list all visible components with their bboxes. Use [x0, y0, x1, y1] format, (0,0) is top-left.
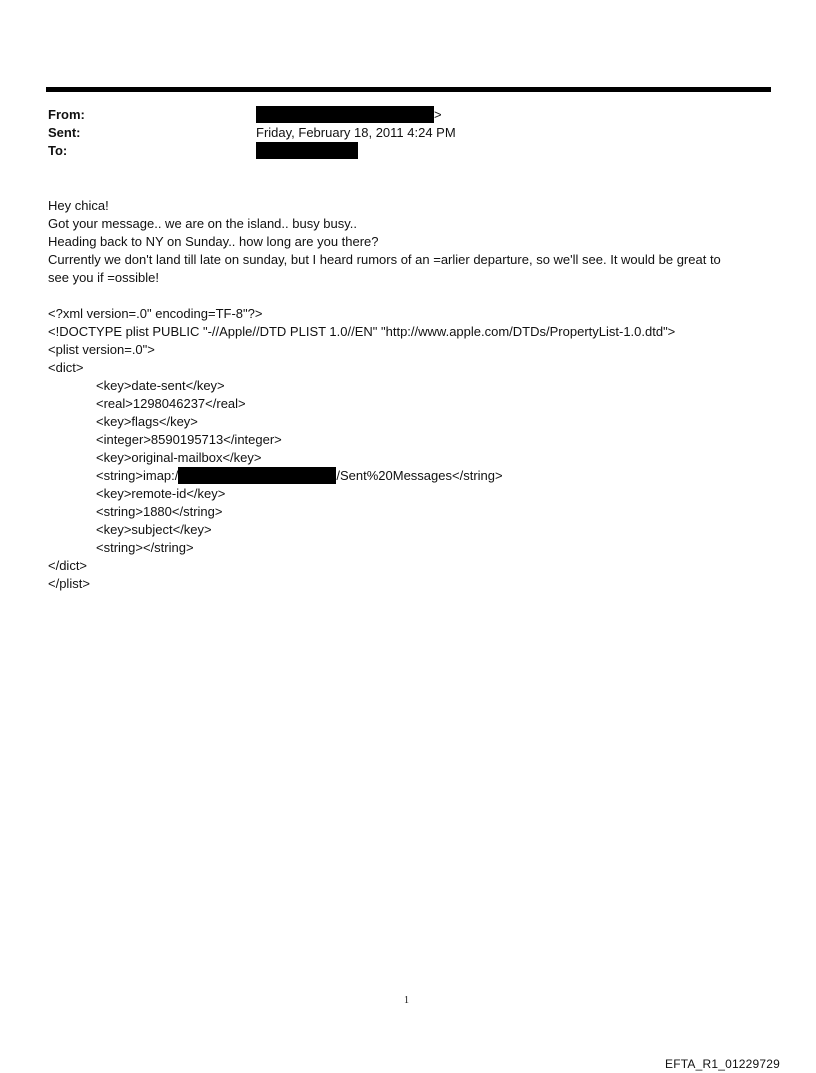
message-line: Currently we don't land till late on sunday, but I heard rumors of an =arlier departure, so we'll see. It would be great to	[48, 252, 721, 267]
plist-entry: <key>original-mailbox</key>	[96, 450, 262, 465]
header-rule	[46, 87, 771, 92]
page-number: 1	[404, 995, 409, 1006]
plist-close: </plist>	[48, 576, 90, 591]
plist-entry: <real>1298046237</real>	[96, 396, 246, 411]
string-prefix: <string>imap:/	[96, 468, 179, 483]
plist-entry-mailbox	[96, 467, 503, 485]
from-label: From:	[48, 107, 85, 122]
message-line: Got your message.. we are on the island.. busy busy..	[48, 216, 358, 231]
plist-entry: <integer>8590195713</integer>	[96, 432, 282, 447]
message-line: Hey chica!	[48, 198, 109, 213]
dict-close: </dict>	[48, 558, 88, 573]
plist-entry: <key>flags</key>	[96, 414, 198, 429]
message-line: Heading back to NY on Sunday.. how long are you there?	[48, 234, 379, 249]
bates-number: EFTA_R1_01229729	[665, 1057, 781, 1071]
plist-entry: <string></string>	[96, 540, 194, 555]
doctype-line: <!DOCTYPE plist PUBLIC "-//Apple//DTD PLIST 1.0//EN" "http://www.apple.com/DTDs/PropertyList-1.0.dtd">	[48, 324, 676, 339]
redaction-box	[178, 467, 336, 484]
plist-entry: <key>date-sent</key>	[96, 378, 225, 393]
dict-open: <dict>	[48, 360, 84, 375]
message-line: see you if =ossible!	[48, 270, 159, 285]
sent-label: Sent:	[48, 125, 81, 140]
sent-value: Friday, February 18, 2011 4:24 PM	[256, 125, 456, 140]
plist-entry: <string>1880</string>	[96, 504, 223, 519]
xml-declaration: <?xml version=.0" encoding=TF-8"?>	[48, 306, 263, 321]
from-suffix: >	[434, 107, 442, 122]
plist-open: <plist version=.0">	[48, 342, 155, 357]
to-value	[256, 142, 358, 160]
from-value	[256, 106, 442, 124]
redaction-box	[256, 106, 434, 123]
redaction-box	[256, 142, 358, 159]
string-suffix: /Sent%20Messages</string>	[336, 468, 503, 483]
to-label: To:	[48, 143, 68, 158]
plist-entry: <key>remote-id</key>	[96, 486, 226, 501]
plist-entry: <key>subject</key>	[96, 522, 212, 537]
